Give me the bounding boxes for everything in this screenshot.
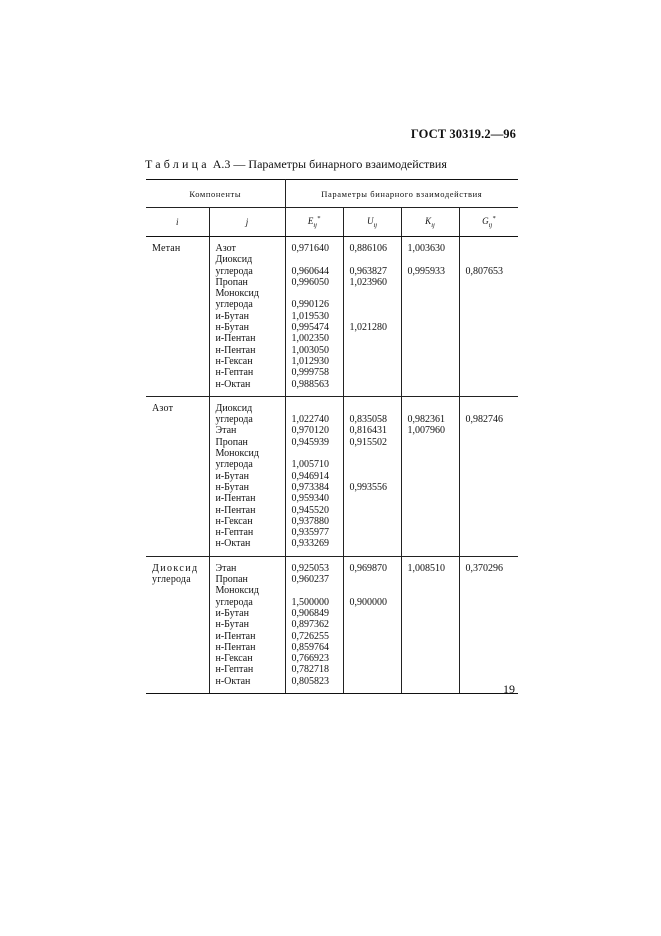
col-header-g: $G_{ij}^*$ — [459, 208, 518, 237]
value-line: 0,726255 — [291, 630, 329, 642]
value-line — [350, 459, 401, 470]
value-line — [350, 574, 401, 585]
component-j-line: н-Октан — [215, 538, 251, 550]
component-j-line: и-Бутан — [215, 470, 249, 482]
value-line: 0,782718 — [291, 664, 329, 676]
value-line: 0,807653 — [465, 265, 503, 277]
col-header-k: $K_{ij}$ — [401, 208, 459, 237]
value-line: 0,970120 — [291, 425, 329, 437]
value-line: 0,959340 — [291, 493, 329, 505]
value-line: 1,019530 — [291, 310, 329, 322]
table-row-group — [146, 396, 518, 556]
cell-j — [209, 556, 285, 693]
value-line: 0,960237 — [291, 574, 329, 586]
value-line: 1,002350 — [291, 333, 329, 345]
header-components: Компоненты — [146, 180, 285, 208]
cell-g — [459, 396, 518, 556]
cell-g — [459, 237, 518, 397]
value-line: 0,999758 — [291, 367, 329, 379]
cell-k — [401, 556, 459, 693]
caption-number: А.3 — [212, 157, 231, 171]
value-line — [292, 288, 343, 299]
value-line: 0,897362 — [291, 619, 329, 631]
component-j-line: н-Пентан — [215, 504, 256, 516]
component-j-line: н-Октан — [215, 378, 251, 390]
value-line: 1,007960 — [407, 425, 445, 437]
component-j-line: н-Гептан — [215, 664, 254, 676]
col-header-u: $U_{ij}$ — [343, 208, 401, 237]
caption-label: Таблица — [145, 157, 210, 171]
value-line: 0,915502 — [349, 436, 387, 448]
value-line: 0,995474 — [291, 322, 329, 334]
value-line — [350, 585, 401, 596]
component-j-line: Этан — [215, 425, 237, 437]
component-j-line: Диоксид — [215, 254, 253, 266]
component-j-line: Моноксид — [215, 288, 259, 300]
component-j-line: Пропан — [215, 276, 248, 288]
component-j-line: углерода — [215, 265, 253, 277]
value-line: 0,859764 — [291, 641, 329, 653]
page-number: 19 — [503, 682, 515, 696]
header-parameters: Параметры бинарного взаимодействия — [285, 180, 518, 208]
value-line — [350, 471, 401, 482]
component-j-line: Моноксид — [215, 585, 259, 597]
value-line — [350, 254, 401, 265]
component-j-line: н-Пентан — [215, 344, 256, 356]
component-j-line: углерода — [215, 414, 253, 426]
value-line: 0,766923 — [291, 653, 329, 665]
component-j-line: н-Октан — [215, 675, 251, 687]
component-j-line: и-Пентан — [215, 333, 256, 345]
cell-u — [343, 556, 401, 693]
value-line: 0,990126 — [291, 299, 329, 311]
value-line: 1,008510 — [407, 562, 445, 574]
value-line — [466, 243, 519, 254]
cell-g — [459, 556, 518, 693]
component-j-line: н-Гептан — [215, 367, 254, 379]
value-line: 1,023960 — [349, 276, 387, 288]
component-j-line: Пропан — [215, 436, 248, 448]
cell-j — [209, 396, 285, 556]
value-line: 0,900000 — [349, 596, 387, 608]
value-line: 1,021280 — [349, 322, 387, 334]
value-line: 0,971640 — [291, 243, 329, 254]
value-line — [350, 311, 401, 322]
component-j-line: н-Гептан — [215, 527, 254, 539]
value-line — [350, 288, 401, 299]
value-line — [292, 448, 343, 459]
component-j-line: Этан — [215, 562, 237, 574]
component-j-line: Моноксид — [215, 448, 259, 460]
component-j-line: н-Бутан — [215, 619, 249, 631]
value-line — [292, 254, 343, 265]
cell-i — [146, 556, 209, 693]
component-j-line: углерода — [215, 596, 253, 608]
component-j-line: и-Пентан — [215, 630, 256, 642]
value-line: 0,886106 — [349, 243, 387, 254]
value-line: 0,937880 — [291, 515, 329, 527]
component-j-line: углерода — [215, 299, 253, 311]
cell-i — [146, 396, 209, 556]
cell-e — [285, 396, 343, 556]
value-line: 0,946914 — [291, 470, 329, 482]
value-line: 0,370296 — [465, 562, 503, 574]
value-line — [350, 403, 401, 414]
value-line: 0,805823 — [291, 675, 329, 687]
col-header-i: i — [146, 208, 209, 237]
component-j-line: и-Пентан — [215, 493, 256, 505]
cell-u — [343, 237, 401, 397]
cell-i — [146, 237, 209, 397]
value-line: 0,996050 — [291, 276, 329, 288]
value-line — [466, 254, 519, 265]
value-line: 0,969870 — [349, 562, 387, 574]
value-line — [408, 403, 459, 414]
component-i-line: Метан — [152, 243, 181, 254]
cell-u — [343, 396, 401, 556]
cell-k — [401, 237, 459, 397]
value-line: 0,982746 — [465, 414, 503, 426]
component-i-line: Азот — [152, 402, 174, 414]
component-j-line: н-Гексан — [215, 355, 253, 367]
table-row-group — [146, 237, 518, 397]
component-i-line: Диоксид — [152, 562, 199, 574]
cell-e — [285, 237, 343, 397]
value-line: 0,995933 — [407, 265, 445, 277]
value-line: 1,003050 — [291, 344, 329, 356]
col-header-j: j — [209, 208, 285, 237]
table-caption — [145, 157, 447, 172]
value-line: 0,906849 — [291, 607, 329, 619]
value-line — [292, 403, 343, 414]
value-line — [466, 403, 519, 414]
value-line: 0,835058 — [349, 414, 387, 426]
component-j-line: Пропан — [215, 574, 248, 586]
value-line — [350, 448, 401, 459]
value-line: 0,945939 — [291, 436, 329, 448]
value-line: 0,988563 — [291, 378, 329, 390]
value-line: 0,816431 — [349, 425, 387, 437]
value-line — [350, 299, 401, 310]
value-line: 1,022740 — [291, 414, 329, 426]
document-standard-code: ГОСТ 30319.2—96 — [410, 127, 516, 141]
caption-title: — Параметры бинарного взаимодействия — [230, 157, 447, 171]
value-line — [292, 585, 343, 596]
value-line: 1,012930 — [291, 355, 329, 367]
value-line: 0,963827 — [349, 265, 387, 277]
value-line: 0,945520 — [291, 504, 329, 516]
value-line: 0,935977 — [291, 527, 329, 539]
value-line: 0,960644 — [291, 265, 329, 277]
component-j-line: и-Бутан — [215, 607, 249, 619]
component-j-line: и-Бутан — [215, 310, 249, 322]
cell-j — [209, 237, 285, 397]
cell-k — [401, 396, 459, 556]
value-line: 1,003630 — [407, 243, 445, 254]
component-j-line: Диоксид — [215, 402, 253, 414]
component-i-line: углерода — [152, 574, 191, 586]
cell-e — [285, 556, 343, 693]
component-j-line: н-Гексан — [215, 515, 253, 527]
value-line: 1,005710 — [291, 459, 329, 471]
value-line: 0,973384 — [291, 481, 329, 493]
component-j-line: углерода — [215, 459, 253, 471]
value-line: 0,982361 — [407, 414, 445, 426]
component-j-line: н-Гексан — [215, 653, 253, 665]
value-line: 0,933269 — [291, 538, 329, 550]
value-line: 0,925053 — [291, 562, 329, 574]
value-line: 0,993556 — [349, 481, 387, 493]
table-row-group — [146, 556, 518, 693]
component-j-line: н-Бутан — [215, 481, 249, 493]
component-j-line: н-Пентан — [215, 641, 256, 653]
value-line: 1,500000 — [291, 596, 329, 608]
col-header-e: $E_{ij}^*$ — [285, 208, 343, 237]
component-j-line: Азот — [215, 243, 236, 254]
component-j-line: н-Бутан — [215, 322, 249, 334]
binary-interaction-table — [146, 179, 518, 694]
value-line — [408, 254, 459, 265]
